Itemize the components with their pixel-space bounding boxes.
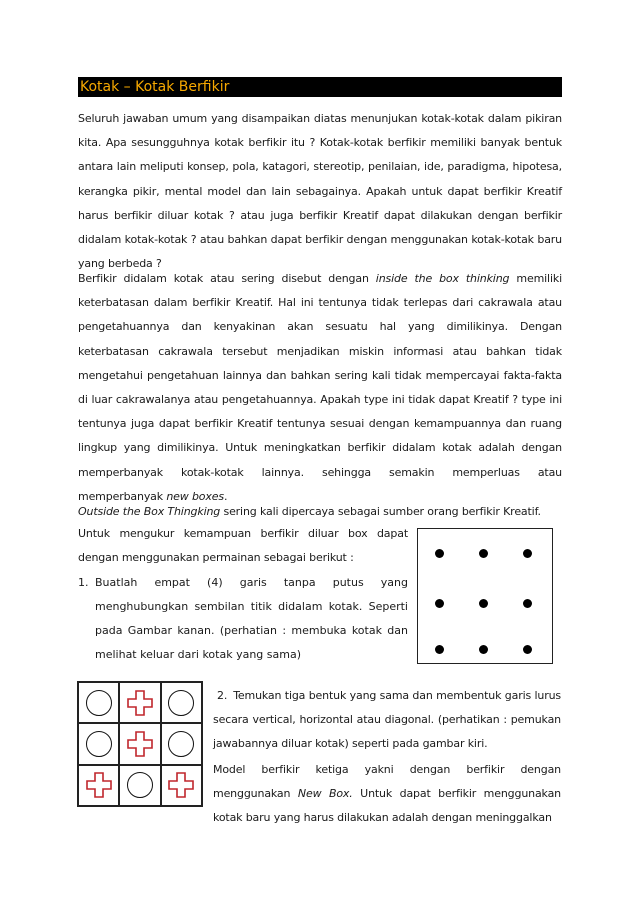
dot bbox=[435, 599, 444, 608]
paragraph-measure: Untuk mengukur kemampuan berfikir diluar box dapat dengan menggunakan permainan sebagai berikut : bbox=[78, 527, 408, 565]
list-text: Buatlah empat (4) garis tanpa putus yang menghubungkan sembilan titik didalam kotak. Seperti pada Gambar kanan. (perhatian : membuka kotak dan melihat keluar dari kotak yang sama) bbox=[95, 576, 408, 661]
circle-icon bbox=[127, 772, 153, 798]
circle-icon bbox=[86, 690, 112, 716]
paragraph-text: Berfikir didalam kotak atau sering disebut dengan bbox=[78, 272, 376, 285]
dot bbox=[523, 645, 532, 654]
dot bbox=[479, 645, 488, 654]
italic-term: new boxes bbox=[166, 489, 224, 503]
cross-icon bbox=[126, 730, 154, 758]
cross-icon bbox=[167, 771, 195, 799]
paragraph-outside-box bbox=[78, 500, 562, 524]
section-heading: Kotak – Kotak Berfikir bbox=[78, 77, 562, 97]
paragraph-text: memiliki keterbatasan dalam berfikir Kreatif. Hal ini tentunya tidak terlepas dari cakrawala atau pengetahuannya dan kenyakinan akan sesuatu hal yang dimilikinya. Dengan keterbatasan cakrawala tersebut menjadikan miskin informasi atau bahkan tidak mengetahui pengetahuan lainnya dan bahkan sering kali tidak mempercayai fakta-fakta di luar cakrawalanya atau pengetahuannya. Apakah type ini tidak dapat Kreatif ? type ini tentunya juga dapat berfikir Kreatif tentunya sesuai dengan kemampuannya dan ruang lingkup yang dimilikinya. Untuk meningkatkan berfikir didalam kotak adalah dengan memperbanyak kotak-kotak lainnya. sehingga semakin memperluas atau memperbanyak bbox=[78, 272, 562, 503]
circle-icon bbox=[86, 731, 112, 757]
cross-icon bbox=[85, 771, 113, 799]
dot bbox=[435, 645, 444, 654]
grid-cell bbox=[119, 723, 160, 764]
paragraph-text: sering kali dipercaya sebagai sumber orang berfikir Kreatif. bbox=[220, 505, 541, 518]
italic-term: Outside the Box Thingking bbox=[78, 505, 221, 518]
paragraph-text: Model berfikir ketiga yakni dengan berfikir dengan menggunakan bbox=[213, 763, 561, 800]
list-item-1 bbox=[78, 571, 408, 667]
list-number: 2. bbox=[217, 689, 228, 702]
grid-cell bbox=[78, 765, 119, 806]
grid-cell bbox=[78, 723, 119, 764]
grid-cell bbox=[119, 682, 160, 723]
italic-term: inside the box thinking bbox=[375, 272, 510, 285]
dot bbox=[523, 599, 532, 608]
grid-cell bbox=[161, 682, 202, 723]
circle-icon bbox=[168, 690, 194, 716]
dot bbox=[435, 549, 444, 558]
list-text: Temukan tiga bentuk yang sama dan membentuk garis lurus secara vertical, horizontal atau diagonal. (perhatikan : pemukan jawabannya diluar kotak) seperti pada gambar kiri. bbox=[213, 689, 561, 750]
grid-cell bbox=[161, 723, 202, 764]
grid-cell bbox=[161, 765, 202, 806]
symbol-grid-figure bbox=[77, 681, 203, 807]
dot bbox=[479, 599, 488, 608]
paragraph-intro: Seluruh jawaban umum yang disampaikan diatas menunjukan kotak-kotak dalam pikiran kita. Apa sesungguhnya kotak berfikir itu ? Kotak-kotak berfikir memiliki banyak bentuk antara lain meliputi konsep, pola, katagori, stereotip, penilaian, ide, paradigma, hipotesa, kerangka pikir, mental model dan lain sebagainya. Apakah untuk dapat berfikir Kreatif harus berfikir diluar kotak ? atau juga berfikir Kreatif dapat dilakukan dengan berfikir didalam kotak-kotak ? atau bahkan dapat berfikir dengan menggunakan kotak-kotak baru yang berbeda ? bbox=[78, 112, 562, 271]
nine-dots-figure bbox=[417, 528, 553, 664]
paragraph-new-box bbox=[213, 758, 561, 830]
cross-icon bbox=[126, 689, 154, 717]
circle-icon bbox=[168, 731, 194, 757]
paragraph-text: . bbox=[223, 489, 228, 503]
grid-cell bbox=[119, 765, 160, 806]
list-number: 1. bbox=[78, 576, 89, 589]
paragraph-inside-box bbox=[78, 267, 562, 509]
italic-term: New Box. bbox=[297, 787, 353, 800]
grid-cell bbox=[78, 682, 119, 723]
dot bbox=[479, 549, 488, 558]
paragraph-text: Untuk dapat berfikir menggunakan kotak baru yang harus dilakukan adalah dengan meninggalkan bbox=[213, 787, 561, 824]
dot bbox=[523, 549, 532, 558]
list-item-2 bbox=[213, 684, 561, 756]
